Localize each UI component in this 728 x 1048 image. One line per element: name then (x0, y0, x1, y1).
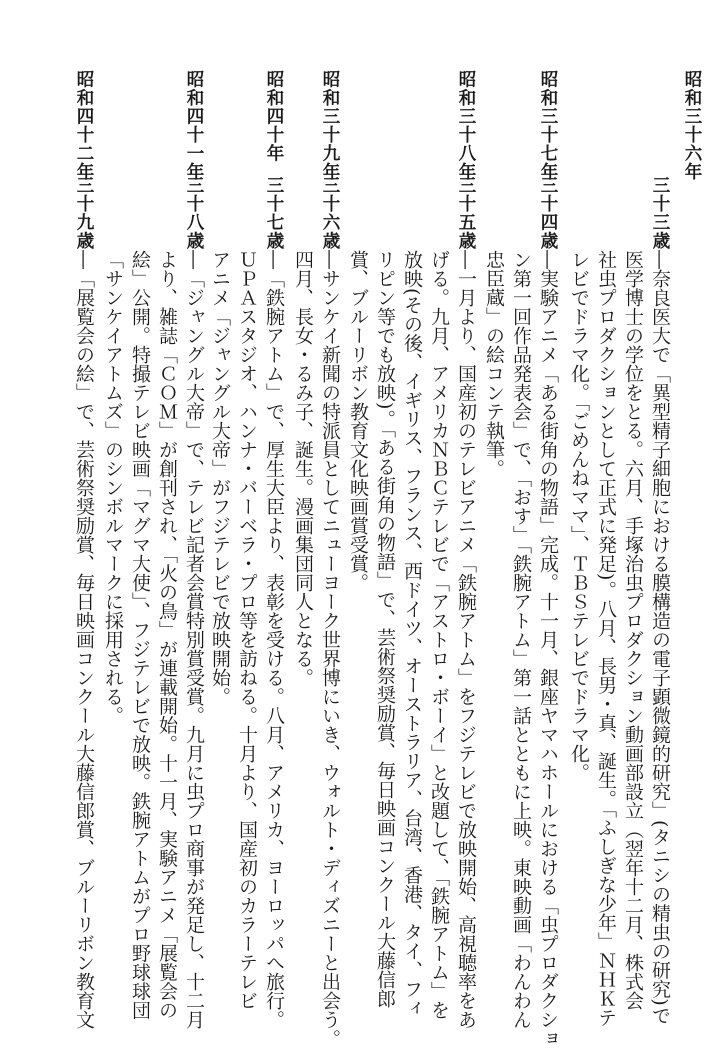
entry-text: ―「展覧会の絵」で、芸術祭奨励賞、毎日映画コンクール大藤信郎賞、ブルーリボン教育文 (73, 250, 95, 1029)
entry-text: 「サンケイアトムズ」のシンボルマークに採用される。 (102, 250, 124, 725)
entry-text: 四月、長女・るみ子、誕生。漫画集団同人となる。 (292, 250, 314, 687)
entry-text: 忠臣蔵」の絵コンテ執筆。 (483, 250, 505, 478)
age-label: 三十八歳 (184, 176, 204, 250)
age-label: 三十四歳 (538, 176, 558, 250)
year-label: 昭和三十九年 (320, 70, 340, 181)
age-label: 三十六歳 (320, 176, 340, 250)
entry-text: ―「ジャングル大帝」で、テレビ記者会賞特別賞受賞。九月に虫プロ商事が発足し、十二月 (183, 250, 205, 1029)
entry-text: ―「鉄腕アトム」で、厚生大臣より、表彰を受ける。八月、アメリカ、ヨーロッパへ旅行。 (263, 250, 285, 1029)
entry-text: 医学博士の学位をとる。六月、手塚治虫プロダクション動画部設立（翌年十二月、株式会 (622, 250, 644, 1010)
entry-text: より、雑誌「ＣＯＭ」が創刊され、「火の鳥」が連載開始。十一月、実験アニメ「展覧会の (156, 250, 178, 1020)
entry-text: ―奈良医大で「異型精子細胞における膜構造の電子顕微鏡的研究」(タニシの精虫の研究)で (649, 250, 671, 1025)
age-label: 三十七歳 (264, 176, 284, 250)
year-label: 昭和三十七年 (538, 70, 558, 181)
year-label: 昭和三十八年 (456, 70, 476, 181)
entry-text: リピン等でも放映)。「ある街角の物語」で、芸術祭奨励賞、毎日映画コンクール大藤信郎 (374, 250, 396, 1008)
entry-text: ―実験アニメ「ある街角の物語」完成。十一月、銀座ヤマハホールにおける「虫プロダクショ (537, 250, 559, 1048)
year-label: 昭和四十年 (264, 70, 284, 163)
year-label: 昭和三十六年 (682, 70, 702, 181)
age-label: 三十九歳 (74, 176, 94, 250)
entry-text: 絵」公開。特撮テレビ映画「マグマ大使」、フジテレビで放映。鉄腕アトムがプロ野球球団 (129, 250, 151, 1020)
age-label: 三十三歳 (650, 176, 670, 250)
age-label: 三十五歳 (456, 176, 476, 250)
entry-text: レビでドラマ化。「ごめんねママ」、ＴＢＳテレビでドラマ化。 (568, 250, 590, 782)
year-label: 昭和四十二年 (74, 70, 94, 181)
year-label: 昭和四十一年 (184, 70, 204, 181)
entry-text: ―一月より、国産初のテレビアニメ「鉄腕アトム」をフジテレビで放映開始、高視聴率をあ (455, 250, 477, 1029)
entry-text: ン第一回作品発表会」で、「おす」「鉄腕アトム」第一話とともに上映。東映動画「わんわん (510, 250, 532, 1029)
entry-text: げる。九月、アメリカＮＢＣテレビで「アストロ・ボーイ」と改題して、「鉄腕アトム」を (428, 250, 450, 1020)
entry-text: 放映(その後、イギリス、フランス、西ドイツ、オーストラリア、台湾、香港、タイ、フィ (401, 250, 423, 1018)
entry-text: アニメ「ジャングル大帝」がフジテレビで放映開始。 (209, 250, 231, 706)
entry-text: 賞、ブルーリボン教育文化映画賞受賞。 (347, 250, 369, 592)
entry-text: ＵＰＡスタジオ、ハンナ・バーベラ・プロ等を訪ねる。十月より、国産初のカラーテレビ (236, 250, 258, 1010)
entry-text: ―サンケイ新聞の特派員としてニューヨーク世界博にいき、ウォルト・ディズニーと出会う。 (319, 250, 341, 1048)
entry-text: 社虫プロダクションとして正式に発足)。八月、長男・真、誕生。「ふしぎな少年」ＮＨＫテ (595, 250, 617, 1027)
